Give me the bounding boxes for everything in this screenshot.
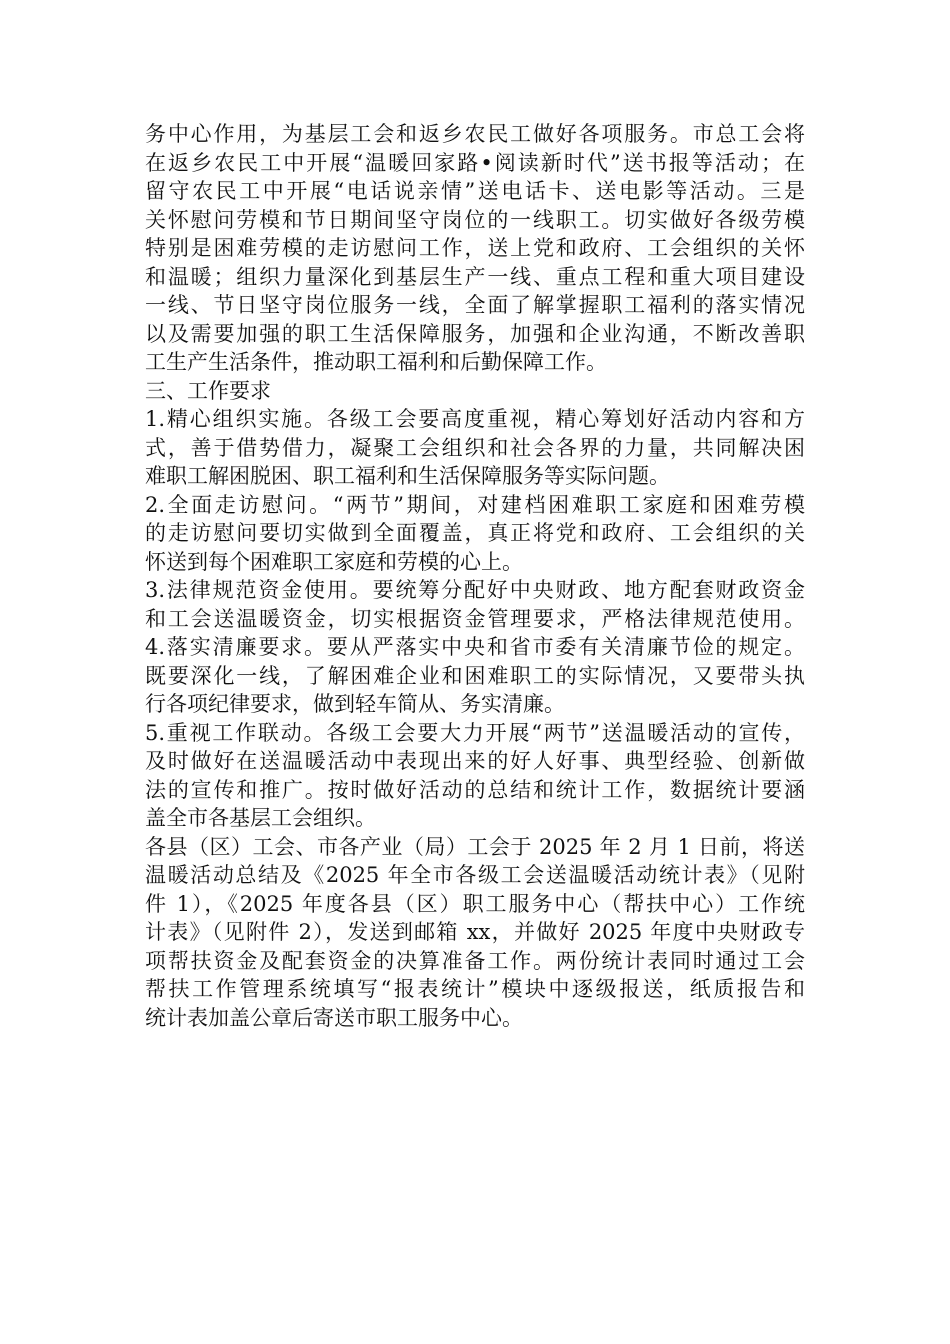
text-line: 和温暖；组织力量深化到基层生产一线、重点工程和重大项目建设 [145, 264, 805, 289]
text-line: 关怀慰问劳模和节日期间坚守岗位的一线职工。切实做好各级劳模 [145, 207, 805, 232]
text-line: 工生产生活条件，推动职工福利和后勤保障工作。 [145, 350, 607, 374]
text-line: 及时做好在送温暖活动中表现出来的好人好事、典型经验、创新做 [145, 749, 805, 773]
text-line: 的走访慰问要切实做到全面覆盖，真正将党和政府、工会组织的关 [145, 521, 805, 545]
text-line: 既要深化一线，了解困难企业和困难职工的实际情况，又要带头执 [145, 663, 805, 688]
text-line: 2.全面走访慰问。“两节”期间，对建档困难职工家庭和困难劳模 [145, 492, 805, 517]
text-line: 法的宣传和推广。按时做好活动的总结和统计工作，数据统计要涵 [145, 777, 805, 802]
section-heading: 三、工作要求 [145, 378, 271, 403]
text-line: 温暖活动总结及《2025 年全市各级工会送温暖活动统计表》（见附 [145, 863, 805, 887]
text-line: 难职工解困脱困、职工福利和生活保障服务等实际问题。 [145, 464, 670, 488]
text-line: 统计表加盖公章后寄送市职工服务中心。 [145, 1005, 523, 1030]
text-line: 各县（区）工会、市各产业（局）工会于 2025 年 2 月 1 日前，将送 [145, 834, 805, 859]
text-line: 盖全市各基层工会组织。 [145, 806, 376, 830]
text-line: 留守农民工中开展“电话说亲情”送电话卡、送电影等活动。三是 [145, 179, 805, 203]
text-line: 行各项纪律要求，做到轻车简从、务实清廉。 [145, 692, 565, 716]
text-line: 特别是困难劳模的走访慰问工作，送上党和政府、工会组织的关怀 [145, 236, 805, 260]
text-line: 式，善于借势借力，凝聚工会组织和社会各界的力量，共同解决困 [145, 435, 805, 460]
text-line: 4.落实清廉要求。要从严落实中央和省市委有关清廉节俭的规定。 [145, 635, 805, 659]
text-line: 帮扶工作管理系统填写“报表统计”模块中逐级报送，纸质报告和 [145, 977, 805, 1001]
text-line: 项帮扶资金及配套资金的决算准备工作。两份统计表同时通过工会 [145, 948, 805, 973]
text-line: 在返乡农民工中开展“温暖回家路•阅读新时代”送书报等活动；在 [145, 150, 805, 175]
text-line: 怀送到每个困难职工家庭和劳模的心上。 [145, 549, 523, 574]
text-line: 计表》（见附件 2），发送到邮箱 xx，并做好 2025 年度中央财政专 [145, 920, 805, 944]
text-line: 以及需要加强的职工生活保障服务，加强和企业沟通，不断改善职 [145, 321, 805, 346]
text-line: 3.法律规范资金使用。要统筹分配好中央财政、地方配套财政资金 [145, 578, 805, 602]
text-line: 1.精心组织实施。各级工会要高度重视，精心筹划好活动内容和方 [145, 407, 805, 431]
text-line: 件 1），《2025 年度各县（区）职工服务中心（帮扶中心）工作统 [145, 891, 805, 916]
text-line: 和工会送温暖资金，切实根据资金管理要求，严格法律规范使用。 [145, 606, 805, 631]
text-line: 5.重视工作联动。各级工会要大力开展“两节”送温暖活动的宣传， [145, 720, 805, 745]
document-body [145, 120, 805, 1032]
text-line: 务中心作用，为基层工会和返乡农民工做好各项服务。市总工会将 [145, 122, 805, 146]
text-line: 一线、节日坚守岗位服务一线，全面了解掌握职工福利的落实情况 [145, 293, 805, 317]
